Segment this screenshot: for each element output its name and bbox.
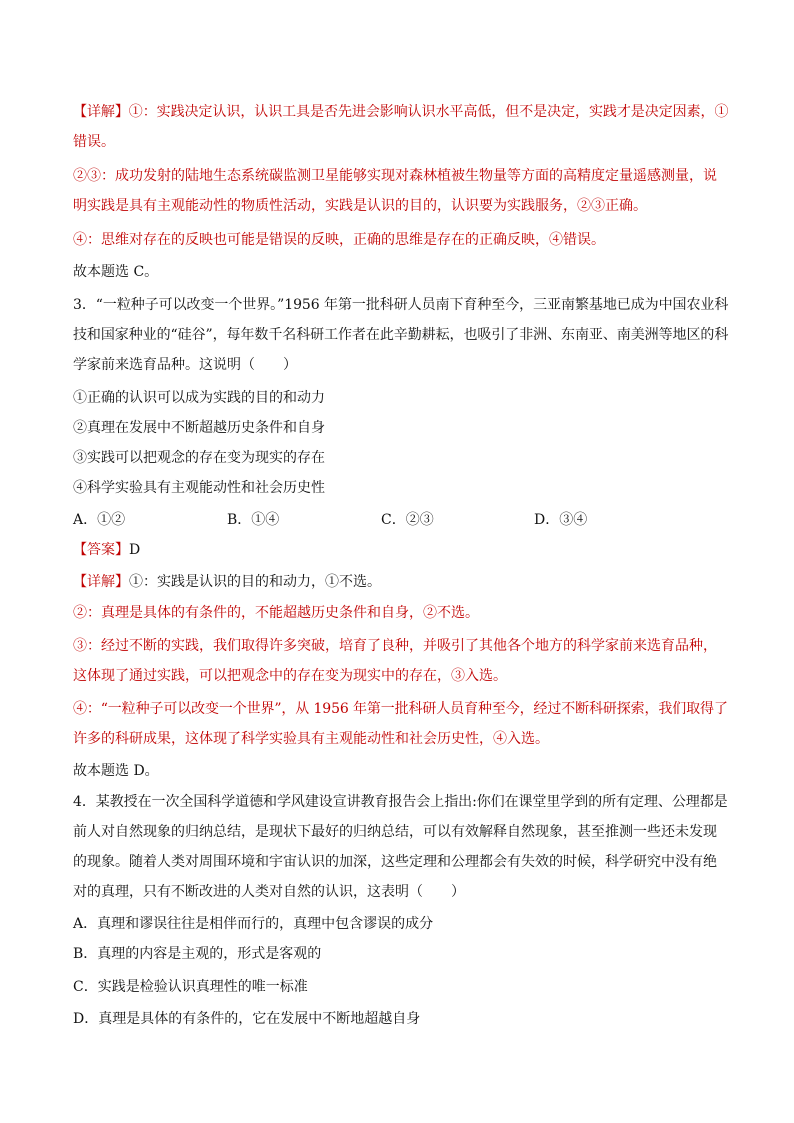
q3-item-4: ④科学实验具有主观能动性和社会历史性 xyxy=(73,480,325,496)
q3-option-c: C．②③ xyxy=(381,512,434,528)
q3-reason-3-line-2: 这体现了通过实践，可以把观念中的存在变为现实中的存在，③入选。 xyxy=(73,668,507,684)
q3-reason-3-line-1: ③：经过不断的实践，我们取得许多突破，培育了良种，并吸引了其他各个地方的科学家前来选育品种， xyxy=(73,638,717,654)
q2-detail-line-2: 错误。 xyxy=(73,134,115,150)
detail-tag: 【详解】 xyxy=(73,104,129,120)
q3-item-3: ③实践可以把观念的存在变为现实的存在 xyxy=(73,450,325,466)
q3-option-b: B．①④ xyxy=(227,512,280,528)
detail-tag: 【详解】 xyxy=(73,574,129,590)
q4-stem-line-4: 对的真理，只有不断改进的人类对自然的认识，这表明（ ） xyxy=(73,884,465,900)
q3-stem-line-2: 技和国家种业的“硅谷”，每年数千名科研工作者在此辛勤耕耘，也吸引了非洲、东南亚、南美洲等地区的科 xyxy=(73,327,729,343)
q3-conclusion: 故本题选 D。 xyxy=(73,763,159,779)
q3-reason-4-line-1: ④：“一粒种子可以改变一个世界”，从 1956 年第一批科研人员育种至今，经过不断科研探索，我们取得了 xyxy=(73,701,728,717)
q3-stem-line-1: 3．“一粒种子可以改变一个世界。”1956 年第一批科研人员南下育种至今，三亚南繁基地已成为中国农业科 xyxy=(73,297,729,313)
q3-answer-line xyxy=(73,540,140,560)
q4-option-b: B．真理的内容是主观的，形式是客观的 xyxy=(73,946,322,962)
q2-reason-23-line-2: 明实践是具有主观能动性的物质性活动，实践是认识的目的，认识要为实践服务，②③正确。 xyxy=(73,198,647,214)
q3-item-2: ②真理在发展中不断超越历史条件和自身 xyxy=(73,420,325,436)
q2-conclusion: 故本题选 C。 xyxy=(73,264,159,280)
q4-option-d: D．真理是具体的有条件的，它在发展中不断地超越自身 xyxy=(73,1011,421,1027)
answer-tag: 【答案】 xyxy=(73,542,129,558)
q4-stem-line-2: 前人对自然现象的归纳总结，是现状下最好的归纳总结，可以有效解释自然现象，甚至推测一些还未发现 xyxy=(73,824,717,840)
q2-reason-23-line-1: ②③：成功发射的陆地生态系统碳监测卫星能够实现对森林植被生物量等方面的高精度定量遥感测量，说 xyxy=(73,168,717,184)
q3-answer: D xyxy=(129,542,141,558)
q3-option-a: A．①② xyxy=(73,512,126,528)
q4-option-a: A．真理和谬误往往是相伴而行的，真理中包含谬误的成分 xyxy=(73,916,434,932)
q2-detail-line-1: 【详解】①：实践决定认识，认识工具是否先进会影响认识水平高低，但不是决定，实践才是决定因素，① xyxy=(73,104,729,120)
q3-detail-line-1: 【详解】①：实践是认识的目的和动力，①不选。 xyxy=(73,574,381,590)
q3-stem-line-3: 学家前来选育品种。这说明（ ） xyxy=(73,357,297,373)
q3-reason-2: ②：真理是具体的有条件的，不能超越历史条件和自身，②不选。 xyxy=(73,605,479,621)
q3-item-1: ①正确的认识可以成为实践的目的和动力 xyxy=(73,390,325,406)
q4-stem-line-3: 的现象。随着人类对周围环境和宇宙认识的加深，这些定理和公理都会有失效的时候，科学研究中没有绝 xyxy=(73,854,717,870)
q4-stem-line-1: 4．某教授在一次全国科学道德和学风建设宣讲教育报告会上指出:你们在课堂里学到的所有定理、公理都是 xyxy=(73,794,728,810)
q3-reason-4-line-2: 许多的科研成果，这体现了科学实验具有主观能动性和社会历史性，④入选。 xyxy=(73,731,549,747)
q3-option-d: D．③④ xyxy=(534,512,588,528)
q4-option-c: C．实践是检验认识真理性的唯一标准 xyxy=(73,979,308,995)
q2-reason-4: ④：思维对存在的反映也可能是错误的反映，正确的思维是存在的正确反映，④错误。 xyxy=(73,232,605,248)
